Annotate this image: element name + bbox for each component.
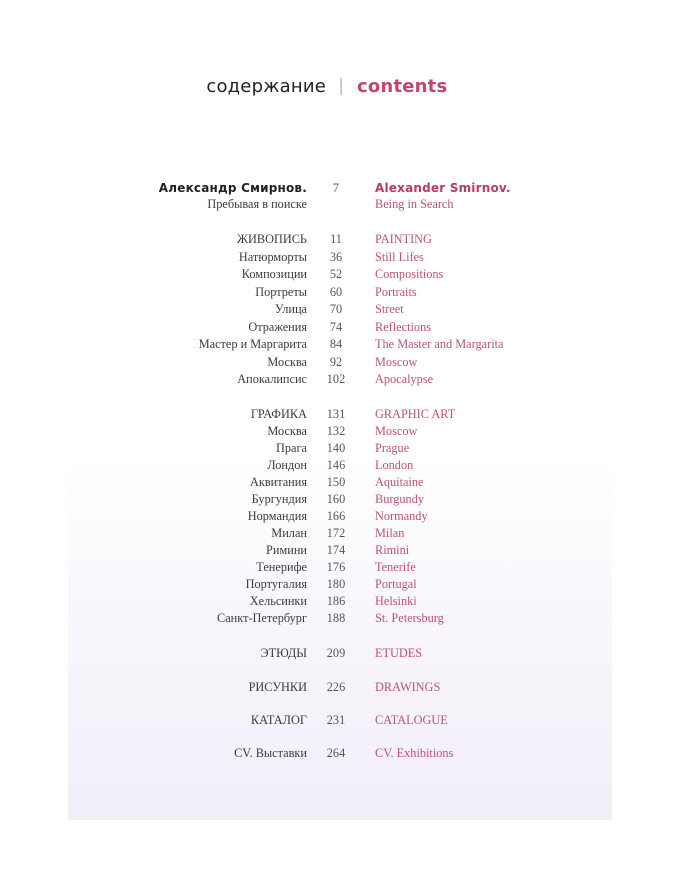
toc-en-label: Prague [375,441,410,455]
toc-entry[interactable] [0,543,674,560]
toc-entry[interactable] [0,475,674,492]
toc-en-label: London [375,458,414,472]
toc-en-label: Normandy [375,509,428,523]
toc-page-number: 146 [326,458,346,472]
toc-entry[interactable] [0,285,674,302]
toc-page-number: 36 [329,249,343,264]
toc-ru-label: Милан [271,526,307,540]
toc-entry[interactable] [0,560,674,577]
toc-en-label: Reflections [375,319,432,334]
header-title-ru: содержание [206,76,326,97]
toc-page-number: 180 [326,577,346,591]
toc-section-heading[interactable] [0,407,674,424]
toc-entry[interactable] [0,372,674,389]
toc-ru-label: Улица [274,302,307,316]
toc-en-label: Portraits [375,284,417,299]
toc-ru-label: Александр Смирнов. [158,181,307,195]
toc-en-label: PAINTING [375,232,432,246]
header-title-en: contents [357,76,448,97]
toc-entry[interactable] [0,526,674,543]
toc-ru-label: Санкт-Петербург [217,611,307,625]
toc-page-number: 60 [329,284,343,299]
toc-ru-label: ЭТЮДЫ [260,646,307,660]
toc-page-number: 226 [326,680,346,694]
toc-en-label: Street [375,302,404,316]
toc-ru-label: КАТАЛОГ [250,713,307,727]
toc-ru-label: Портреты [255,284,307,299]
toc-entry[interactable] [0,441,674,458]
toc-ru-label: Тенерифе [256,560,307,574]
toc-en-label: Apocalypse [375,372,434,386]
toc-en-label: Still Lifes [375,249,424,264]
toc-entry[interactable] [0,611,674,628]
toc-page-number: 172 [326,526,346,540]
toc-page-number: 176 [326,560,346,574]
toc-page-number: 150 [326,475,346,489]
toc-page-number: 102 [326,372,346,386]
toc-page-number: 160 [326,492,346,506]
toc-en-label: Aquitaine [375,475,424,489]
toc-page-number: 84 [329,337,343,351]
toc-ru-label: Композиции [241,267,307,281]
toc-ru-label: ГРАФИКА [250,407,307,421]
toc-page-number: 131 [326,407,346,421]
toc-entry[interactable] [0,577,674,594]
toc-entry[interactable] [0,509,674,526]
toc-ru-label: Натюрморты [238,249,307,264]
toc-page-number: 132 [326,424,346,438]
toc-ru-label: Апокалипсис [237,372,307,386]
toc-en-label: ETUDES [375,646,423,660]
toc-en-label: Alexander Smirnov. [375,181,511,195]
toc-en-label: DRAWINGS [375,680,441,694]
toc-page-number: 166 [326,509,346,523]
toc-en-label: Milan [375,526,405,540]
toc-entry[interactable] [0,458,674,475]
toc-page-number: 11 [330,232,342,246]
toc-entry[interactable] [0,424,674,441]
toc-entry[interactable] [0,250,674,267]
toc-en-label: Tenerife [375,560,416,574]
toc-entry[interactable] [0,594,674,611]
toc-en-label: Moscow [375,354,418,369]
toc-ru-label: Москва [267,424,307,438]
toc-ru-label: Прага [276,441,307,455]
toc-entry-author[interactable] [0,181,674,198]
toc-entry-drawings[interactable] [0,680,674,697]
toc-page-number: 174 [326,543,346,557]
toc-ru-label: Португалия [245,577,307,591]
toc-en-label: Compositions [375,267,444,281]
toc-en-label: St. Petersburg [375,611,444,625]
toc-entry-etudes[interactable] [0,646,674,663]
toc-ru-label: Москва [267,354,307,369]
toc-entry[interactable] [0,302,674,319]
toc-entry-catalogue[interactable] [0,713,674,730]
toc-page-number: 186 [326,594,346,608]
toc-en-label: GRAPHIC ART [375,407,456,421]
toc-en-label: Moscow [375,424,418,438]
toc-page-number: 140 [326,441,346,455]
toc-page-number: 188 [326,611,346,625]
toc-entry-author-subtitle [0,197,674,214]
toc-ru-label: Хельсинки [249,594,307,608]
toc-ru-label: Аквитания [249,475,307,489]
toc-page-number: 92 [329,354,343,369]
toc-page-number: 52 [329,267,343,281]
toc-page-number: 264 [326,746,346,760]
toc-ru-label: ЖИВОПИСЬ [236,232,307,246]
toc-ru-label: Отражения [248,319,307,334]
toc-entry[interactable] [0,320,674,337]
toc-page-number: 231 [326,713,346,727]
toc-entry[interactable] [0,267,674,284]
toc-ru-label: Лондон [267,458,307,472]
toc-section-heading[interactable] [0,232,674,249]
toc-ru-label: Бургундия [251,492,307,506]
toc-en-label: Rimini [375,543,410,557]
header-separator: | [338,75,345,96]
toc-page-number: 209 [326,646,346,660]
toc-page-number: 70 [329,302,343,316]
toc-en-label: Burgundy [375,492,424,506]
toc-en-label: CATALOGUE [375,713,448,727]
toc-en-label: The Master and Margarita [375,337,504,351]
toc-ru-subtitle: Пребывая в поиске [207,197,307,211]
toc-en-label: Helsinki [375,594,417,608]
toc-page-number: 7 [332,181,340,195]
toc-en-label: CV. Exhibitions [375,746,454,760]
toc-entry-cv[interactable] [0,746,674,763]
toc-page-number: 74 [329,319,343,334]
toc-ru-label: Нормандия [247,509,307,523]
toc-entry[interactable] [0,337,674,354]
toc-ru-label: Римини [266,543,307,557]
toc-entry[interactable] [0,492,674,509]
toc-ru-label: CV. Выставки [234,746,307,760]
toc-ru-label: Мастер и Маргарита [198,337,307,351]
toc-entry[interactable] [0,355,674,372]
toc-en-label: Portugal [375,577,417,591]
toc-en-subtitle: Being in Search [375,197,454,211]
toc-ru-label: РИСУНКИ [248,680,307,694]
